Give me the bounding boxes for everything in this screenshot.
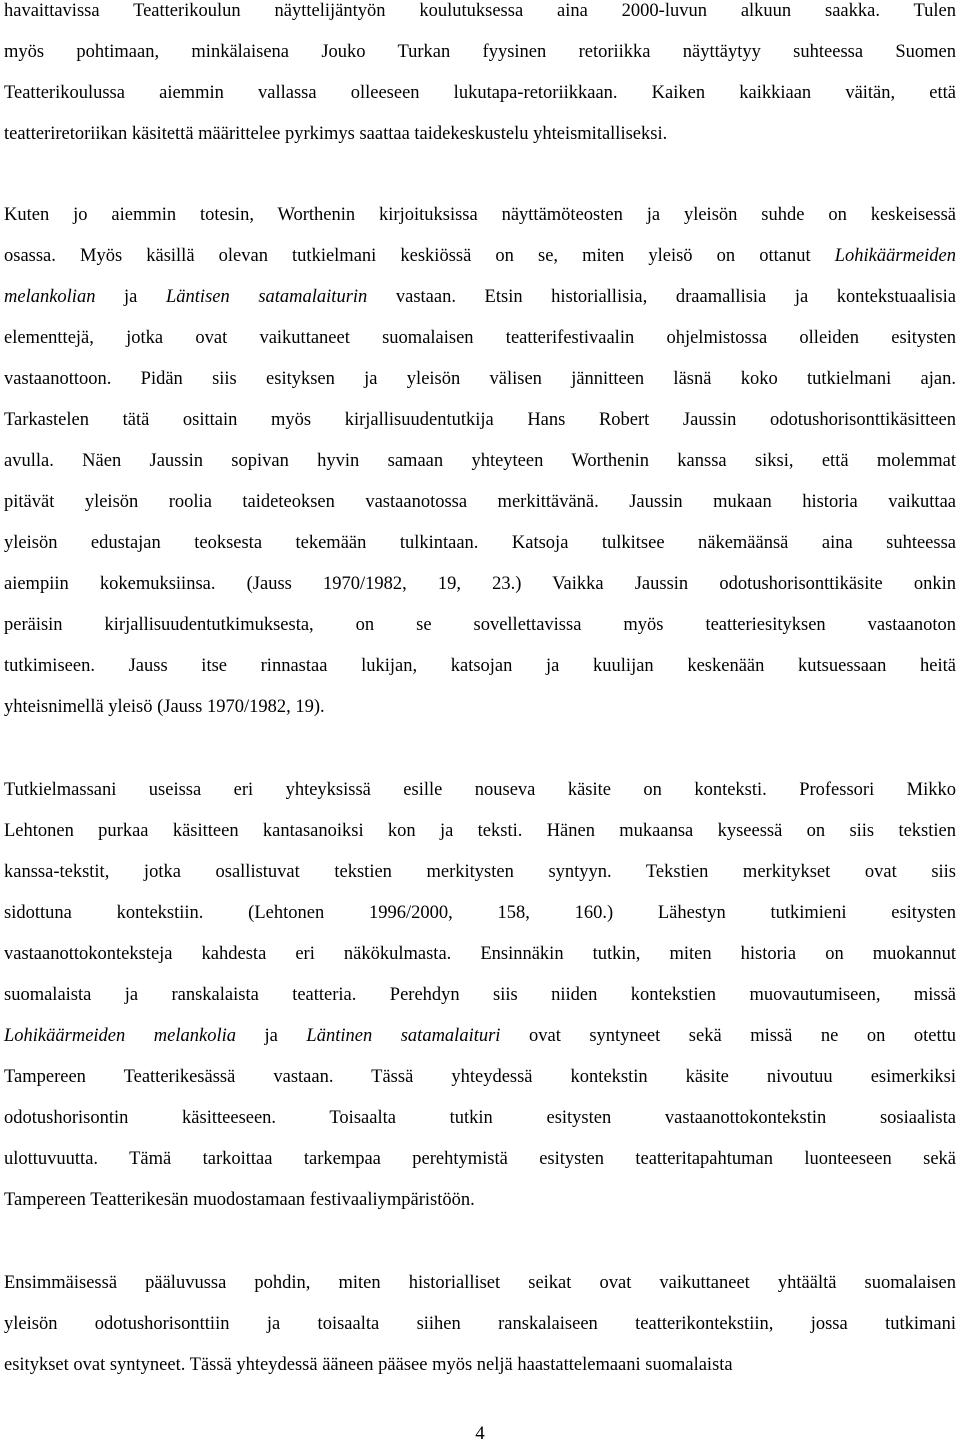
text-segment: Kuten jo aiemmin totesin, Worthenin kirjoituksissa näyttämöteosten ja yleisön suhde on keskeisessä [4,205,956,225]
text-line [4,770,956,811]
text-segment: odotushorisontin käsitteeseen. Toisaalta tutkin esitysten vastaanottokontekstin sosiaalista [4,1108,956,1128]
text-segment: Tampereen Teatterikesän muodostamaan festivaaliympäristöön. [4,1190,475,1210]
text-line [4,852,956,893]
text-segment: myös pohtimaan, minkälaisena Jouko Turkan fyysinen retoriikka näyttäytyy suhteessa Suomen [4,42,956,62]
text-line [4,1139,956,1180]
text-segment: elementtejä, jotka ovat vaikuttaneet suomalaisen teatterifestivaalin ohjelmistossa olleiden esitysten [4,328,956,348]
italic-title: Lohikäärmeiden melankolia [4,1026,236,1046]
text-segment: ja [95,287,166,307]
text-segment: Ensimmäisessä pääluvussa pohdin, miten historialliset seikat ovat vaikuttaneet yhtäältä suomalaisen [4,1273,956,1293]
text-line [4,482,956,523]
text-line [4,277,956,318]
text-line [4,975,956,1016]
italic-title: Läntinen satamalaituri [306,1026,501,1046]
italic-title: melankolian [4,287,96,307]
text-segment: Teatterikoulussa aiemmin vallassa olleeseen lukutapa-retoriikkaan. Kaiken kaikkiaan väitän, että [4,83,956,103]
text-segment: aiempiin kokemuksiinsa. (Jauss 1970/1982, 19, 23.) Vaikka Jaussin odotushorisonttikäsite onkin [4,574,956,594]
text-segment: peräisin kirjallisuudentutkimuksesta, on se sovellettavissa myös teatteriesityksen vastaanoton [4,615,956,635]
text-line [4,934,956,975]
text-line [4,0,956,32]
text-line [4,1016,956,1057]
text-segment: vastaan. Etsin historiallisia, draamallisia ja kontekstuaalisia [367,287,956,307]
text-segment: yhteisnimellä yleisö (Jauss 1970/1982, 19). [4,697,325,717]
text-line [4,646,956,687]
text-line [4,114,956,155]
italic-title: Lohikäärmeiden [834,246,956,266]
paragraph [4,770,956,1221]
text-line [4,32,956,73]
paragraph [4,0,956,155]
text-segment: vastaanottoon. Pidän siis esityksen ja yleisön välisen jännitteen läsnä koko tutkielmani ajan. [4,369,956,389]
text-line [4,1345,956,1386]
text-line [4,1263,956,1304]
text-line [4,605,956,646]
text-line [4,1098,956,1139]
text-segment: sidottuna kontekstiin. (Lehtonen 1996/2000, 158, 160.) Lähestyn tutkimieni esitysten [4,903,956,923]
text-segment: suomalaista ja ranskalaista teatteria. Perehdyn siis niiden kontekstien muovautumiseen, missä [4,985,956,1005]
text-segment: avulla. Näen Jaussin sopivan hyvin samaan yhteyteen Worthenin kanssa siksi, että molemmat [4,451,956,471]
text-line [4,195,956,236]
text-line [4,318,956,359]
paragraph [4,1263,956,1386]
text-line [4,400,956,441]
text-line [4,73,956,114]
text-segment: vastaanottokonteksteja kahdesta eri näkökulmasta. Ensinnäkin tutkin, miten historia on muokannut [4,944,956,964]
text-line [4,523,956,564]
text-segment: ulottuvuutta. Tämä tarkoittaa tarkempaa perehtymistä esitysten teatteritapahtuman luonteeseen sekä [4,1149,956,1169]
text-line [4,893,956,934]
text-line [4,1304,956,1345]
text-segment: osassa. Myös käsillä olevan tutkielmani keskiössä on se, miten yleisö on ottanut [4,246,835,266]
paragraph [4,195,956,728]
text-segment: teatteriretoriikan käsitettä määrittelee pyrkimys saattaa taidekeskustelu yhteismitalliseksi. [4,124,668,144]
text-segment: kanssa-tekstit, jotka osallistuvat tekstien merkitysten syntyyn. Tekstien merkitykset ovat siis [4,862,956,882]
text-line [4,441,956,482]
text-line [4,1180,956,1221]
text-segment: Tarkastelen tätä osittain myös kirjallisuudentutkija Hans Robert Jaussin odotushorisonttikäsitteen [4,410,956,430]
text-segment: pitävät yleisön roolia taideteoksen vastaanotossa merkittävänä. Jaussin mukaan historia vaikuttaa [4,492,956,512]
text-segment: havaittavissa Teatterikoulun näyttelijäntyön koulutuksessa aina 2000-luvun alkuun saakka. Tulen [4,1,956,21]
text-line [4,811,956,852]
text-segment: Tampereen Teatterikesässä vastaan. Tässä yhteydessä kontekstin käsite nivoutuu esimerkiksi [4,1067,956,1087]
text-segment: Tutkielmassani useissa eri yhteyksissä esille nouseva käsite on konteksti. Professori Mikko [4,780,956,800]
text-line [4,236,956,277]
text-segment: yleisön odotushorisonttiin ja toisaalta siihen ranskalaiseen teatterikontekstiin, jossa tutkimani [4,1314,956,1334]
text-line [4,687,956,728]
text-segment: yleisön edustajan teoksesta tekemään tulkintaan. Katsoja tulkitsee näkemäänsä aina suhteessa [4,533,956,553]
italic-title: Läntisen satamalaiturin [166,287,368,307]
text-line [4,1057,956,1098]
text-segment: ja [236,1026,307,1046]
text-segment: tutkimiseen. Jauss itse rinnastaa lukijan, katsojan ja kuulijan keskenään kutsuessaan heitä [4,656,956,676]
text-segment: esitykset ovat syntyneet. Tässä yhteydessä ääneen pääsee myös neljä haastattelemaani suomalaista [4,1355,733,1375]
text-segment: Lehtonen purkaa käsitteen kantasanoiksi kon ja teksti. Hänen mukaansa kyseessä on siis tekstien [4,821,956,841]
text-segment: ovat syntyneet sekä missä ne on otettu [500,1026,957,1046]
page-number: 4 [475,1423,485,1444]
text-line [4,359,956,400]
text-line [4,564,956,605]
